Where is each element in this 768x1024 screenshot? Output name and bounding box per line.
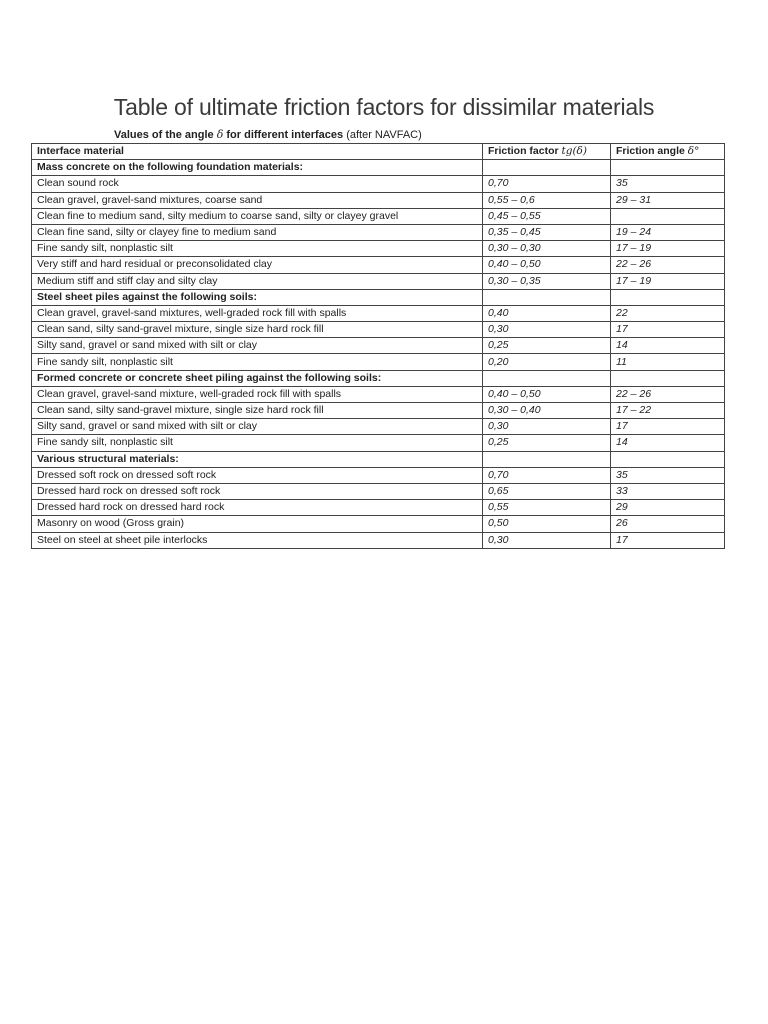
- table-row: [32, 403, 725, 419]
- table-row: [32, 273, 725, 289]
- friction-factor-cell: 0,25: [483, 435, 611, 451]
- section-row: [32, 160, 725, 176]
- header-interface-material-label: Interface material: [37, 145, 124, 158]
- material-cell: Clean sand, silty sand-gravel mixture, single size hard rock fill: [32, 322, 483, 338]
- friction-angle-cell: 29: [611, 500, 725, 516]
- header-interface-material: [32, 144, 483, 160]
- material-cell: Clean fine sand, silty or clayey fine to medium sand: [32, 224, 483, 240]
- material-cell: Fine sandy silt, nonplastic silt: [32, 354, 483, 370]
- friction-factor-cell: 0,40 – 0,50: [483, 257, 611, 273]
- table-row: [32, 354, 725, 370]
- friction-angle-cell: 35: [611, 467, 725, 483]
- header-friction-angle-symbol: δ°: [687, 145, 700, 158]
- table-row: [32, 176, 725, 192]
- caption-source-note: (after NAVFAC): [346, 129, 422, 141]
- friction-angle-cell: [611, 208, 725, 224]
- section-factor-cell: [483, 370, 611, 386]
- table-row: [32, 419, 725, 435]
- table-row: [32, 192, 725, 208]
- friction-table: [31, 143, 725, 549]
- friction-factor-cell: 0,55 – 0,6: [483, 192, 611, 208]
- table-row: [32, 338, 725, 354]
- caption-text-after: for different interfaces: [226, 129, 344, 141]
- caption-text: Values of the angle: [114, 129, 214, 141]
- section-row: [32, 451, 725, 467]
- material-cell: Clean sand, silty sand-gravel mixture, single size hard rock fill: [32, 403, 483, 419]
- material-cell: Masonry on wood (Gross grain): [32, 516, 483, 532]
- material-cell: Dressed hard rock on dressed soft rock: [32, 483, 483, 499]
- friction-factor-cell: 0,30: [483, 532, 611, 548]
- friction-angle-cell: 14: [611, 338, 725, 354]
- table-row: [32, 241, 725, 257]
- friction-angle-cell: 19 – 24: [611, 224, 725, 240]
- table-row: [32, 500, 725, 516]
- material-cell: Clean fine to medium sand, silty medium to coarse sand, silty or clayey gravel: [32, 208, 483, 224]
- table-caption: [114, 128, 422, 141]
- table-row: [32, 305, 725, 321]
- friction-angle-cell: 17 – 19: [611, 273, 725, 289]
- friction-angle-cell: 17 – 22: [611, 403, 725, 419]
- material-cell: Clean sound rock: [32, 176, 483, 192]
- header-friction-angle-label: Friction angle: [616, 145, 685, 158]
- header-friction-factor-symbol: tg(δ): [561, 145, 587, 158]
- section-factor-cell: [483, 451, 611, 467]
- table-header-row: [32, 144, 725, 160]
- friction-factor-cell: 0,55: [483, 500, 611, 516]
- material-cell: Fine sandy silt, nonplastic silt: [32, 241, 483, 257]
- section-angle-cell: [611, 160, 725, 176]
- friction-factor-cell: 0,40 – 0,50: [483, 386, 611, 402]
- friction-angle-cell: 35: [611, 176, 725, 192]
- material-cell: Silty sand, gravel or sand mixed with silt or clay: [32, 338, 483, 354]
- material-cell: Clean gravel, gravel-sand mixtures, well-graded rock fill with spalls: [32, 305, 483, 321]
- friction-angle-cell: 22 – 26: [611, 257, 725, 273]
- material-cell: Fine sandy silt, nonplastic silt: [32, 435, 483, 451]
- table-row: [32, 467, 725, 483]
- friction-angle-cell: 33: [611, 483, 725, 499]
- material-cell: Clean gravel, gravel-sand mixtures, coarse sand: [32, 192, 483, 208]
- section-label: Steel sheet piles against the following soils:: [32, 289, 483, 305]
- material-cell: Medium stiff and stiff clay and silty clay: [32, 273, 483, 289]
- section-factor-cell: [483, 289, 611, 305]
- friction-factor-cell: 0,40: [483, 305, 611, 321]
- friction-factor-cell: 0,25: [483, 338, 611, 354]
- friction-angle-cell: 29 – 31: [611, 192, 725, 208]
- header-friction-factor-label: Friction factor: [488, 145, 559, 158]
- table-row: [32, 322, 725, 338]
- friction-angle-cell: 17: [611, 419, 725, 435]
- table-row: [32, 257, 725, 273]
- table-row: [32, 516, 725, 532]
- friction-factor-cell: 0,30: [483, 322, 611, 338]
- header-friction-factor: [483, 144, 611, 160]
- material-cell: Dressed soft rock on dressed soft rock: [32, 467, 483, 483]
- friction-angle-cell: 22 – 26: [611, 386, 725, 402]
- friction-factor-cell: 0,30 – 0,30: [483, 241, 611, 257]
- section-row: [32, 370, 725, 386]
- section-label: Mass concrete on the following foundation materials:: [32, 160, 483, 176]
- table-row: [32, 224, 725, 240]
- section-angle-cell: [611, 289, 725, 305]
- friction-factor-cell: 0,65: [483, 483, 611, 499]
- friction-factor-cell: 0,30: [483, 419, 611, 435]
- section-factor-cell: [483, 160, 611, 176]
- friction-factor-cell: 0,45 – 0,55: [483, 208, 611, 224]
- friction-factor-cell: 0,30 – 0,40: [483, 403, 611, 419]
- friction-factor-cell: 0,70: [483, 467, 611, 483]
- section-row: [32, 289, 725, 305]
- friction-angle-cell: 11: [611, 354, 725, 370]
- friction-angle-cell: 17 – 19: [611, 241, 725, 257]
- friction-angle-cell: 22: [611, 305, 725, 321]
- friction-angle-cell: 26: [611, 516, 725, 532]
- friction-angle-cell: 17: [611, 322, 725, 338]
- table-row: [32, 532, 725, 548]
- table-row: [32, 435, 725, 451]
- section-angle-cell: [611, 370, 725, 386]
- table-body: [32, 160, 725, 549]
- section-label: Formed concrete or concrete sheet piling against the following soils:: [32, 370, 483, 386]
- table-row: [32, 386, 725, 402]
- caption-delta-symbol: δ: [216, 128, 224, 141]
- friction-factor-cell: 0,30 – 0,35: [483, 273, 611, 289]
- friction-factor-cell: 0,70: [483, 176, 611, 192]
- material-cell: Very stiff and hard residual or preconsolidated clay: [32, 257, 483, 273]
- header-friction-angle: [611, 144, 725, 160]
- table-row: [32, 208, 725, 224]
- page-title: Table of ultimate friction factors for dissimilar materials: [113, 94, 655, 120]
- section-label: Various structural materials:: [32, 451, 483, 467]
- material-cell: Clean gravel, gravel-sand mixture, well-graded rock fill with spalls: [32, 386, 483, 402]
- friction-factor-cell: 0,35 – 0,45: [483, 224, 611, 240]
- friction-angle-cell: 14: [611, 435, 725, 451]
- friction-factor-cell: 0,20: [483, 354, 611, 370]
- section-angle-cell: [611, 451, 725, 467]
- material-cell: Dressed hard rock on dressed hard rock: [32, 500, 483, 516]
- material-cell: Steel on steel at sheet pile interlocks: [32, 532, 483, 548]
- friction-factor-cell: 0,50: [483, 516, 611, 532]
- friction-angle-cell: 17: [611, 532, 725, 548]
- material-cell: Silty sand, gravel or sand mixed with silt or clay: [32, 419, 483, 435]
- table-row: [32, 483, 725, 499]
